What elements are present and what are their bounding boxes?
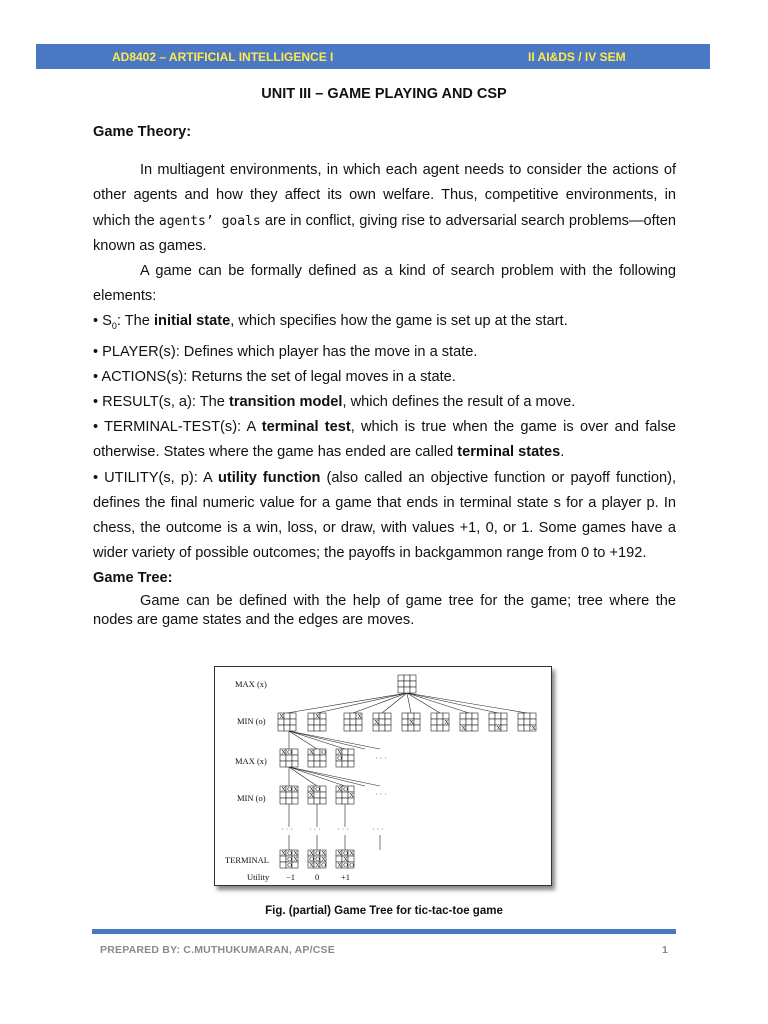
min1-board-mark: X xyxy=(357,713,362,721)
max2-board-cell xyxy=(348,761,354,767)
min1-board-cell xyxy=(284,713,290,719)
max2-board-cell xyxy=(280,761,286,767)
min1-board-cell xyxy=(314,725,320,731)
min2-board-mark: X xyxy=(337,786,342,794)
max2-board-cell xyxy=(292,749,298,755)
svg-text:· · ·: · · · xyxy=(375,790,387,799)
min1-board-cell xyxy=(530,713,536,719)
min1-board-cell xyxy=(518,725,524,731)
unit-title: UNIT III – GAME PLAYING AND CSP xyxy=(261,86,507,102)
min2-board-cell xyxy=(314,798,320,804)
max2-board-cell xyxy=(314,749,320,755)
terminal-board-mark: X xyxy=(337,850,342,858)
min1-board-cell xyxy=(472,713,478,719)
min1-board-cell xyxy=(402,719,408,725)
utility-value-3: +1 xyxy=(341,872,351,882)
min1-board-cell xyxy=(350,725,356,731)
min1-board-cell xyxy=(379,725,385,731)
max2-board-cell xyxy=(320,761,326,767)
min1-board-cell xyxy=(460,719,466,725)
max2-board-mark: O xyxy=(321,749,326,757)
min1-board-cell xyxy=(431,725,437,731)
max2-board-cell xyxy=(348,755,354,761)
min2-board-cell xyxy=(336,798,342,804)
min1-board-cell xyxy=(350,713,356,719)
min1-board-cell xyxy=(385,719,391,725)
max2-board-mark: X xyxy=(309,749,314,757)
min2-board-cell xyxy=(348,786,354,792)
svg-text:· · ·: · · · xyxy=(372,825,384,834)
terminal-board-mark: O xyxy=(343,850,348,858)
min1-board-cell xyxy=(385,713,391,719)
max2-board-cell xyxy=(342,761,348,767)
min1-board-mark: X xyxy=(279,713,284,721)
root-board-cell xyxy=(398,675,404,681)
terminal-board-cell xyxy=(280,862,286,868)
terminal-board-mark: X xyxy=(337,862,342,870)
min2-board-cell xyxy=(292,798,298,804)
max2-board-cell xyxy=(314,761,320,767)
label-max-1: MAX (x) xyxy=(235,679,267,689)
min2-board-cell xyxy=(280,798,286,804)
min2-board-mark: O xyxy=(287,786,292,794)
max2-board-cell xyxy=(348,749,354,755)
terminal-board-mark: X xyxy=(309,850,314,858)
svg-text:· · ·: · · · xyxy=(337,825,349,834)
max2-board-cell xyxy=(286,761,292,767)
min1-board-cell xyxy=(290,713,296,719)
root-board-cell xyxy=(410,687,416,693)
game-tree-diagram xyxy=(215,667,551,885)
terminal-board-mark: X xyxy=(293,856,298,864)
semester-label: II AI&DS / IV SEM xyxy=(528,50,626,64)
game-theory-section xyxy=(93,120,676,630)
min1-board-cell xyxy=(344,725,350,731)
root-board-cell xyxy=(404,687,410,693)
min1-board-cell xyxy=(414,713,420,719)
header-bar xyxy=(36,44,710,69)
min1-board-cell xyxy=(495,713,501,719)
game-theory-paragraph-2: A game can be formally defined as a kind of search problem with the following elements: xyxy=(93,263,676,305)
terminal-board-mark: X xyxy=(349,850,354,858)
svg-text:· · ·: · · · xyxy=(309,825,321,834)
min1-board-cell xyxy=(320,719,326,725)
min1-board-cell xyxy=(431,713,437,719)
terminal-board-mark: X xyxy=(281,850,286,858)
terminal-board-mark: O xyxy=(343,862,348,870)
terminal-board-mark: O xyxy=(287,862,292,870)
terminal-board-mark: X xyxy=(343,856,348,864)
root-board-cell xyxy=(404,681,410,687)
min1-board-cell xyxy=(466,719,472,725)
min2-board-cell xyxy=(320,792,326,798)
course-title: AD8402 – ARTIFICIAL INTELLIGENCE I xyxy=(112,50,334,64)
min1-board-cell xyxy=(290,719,296,725)
min1-board-cell xyxy=(501,725,507,731)
label-utility: Utility xyxy=(247,872,270,882)
min1-board-cell xyxy=(518,719,524,725)
min1-board-cell xyxy=(379,719,385,725)
min1-board-cell xyxy=(402,725,408,731)
min1-board-cell xyxy=(437,725,443,731)
max2-board-cell xyxy=(342,749,348,755)
max2-board-cell xyxy=(314,755,320,761)
min1-board-cell xyxy=(402,713,408,719)
min1-board-cell xyxy=(414,719,420,725)
min1-board-cell xyxy=(495,719,501,725)
min2-board-cell xyxy=(320,786,326,792)
min1-board-cell xyxy=(489,713,495,719)
min1-board-cell xyxy=(356,725,362,731)
label-max-2: MAX (x) xyxy=(235,756,267,766)
min1-board-cell xyxy=(466,713,472,719)
min2-board-cell xyxy=(286,798,292,804)
svg-text:· · ·: · · · xyxy=(375,754,387,763)
bullet-result: • RESULT(s, a): The transition model, which defines the result of a move. xyxy=(93,393,576,410)
min1-board-cell xyxy=(308,725,314,731)
game-theory-paragraph-1: In multiagent environments, in which each agent needs to consider the actions of other agents and how they affect its own welfare. Thus, competitive environments, in which the agents’ goals are in conflict, giving rise to adversarial search problems—often known as games. xyxy=(93,162,676,254)
min1-board-cell xyxy=(466,725,472,731)
game-tree-heading: Game Tree: xyxy=(93,570,173,587)
min1-board-cell xyxy=(472,719,478,725)
terminal-board-mark: O xyxy=(287,850,292,858)
min2-board-mark: X xyxy=(309,792,314,800)
max2-board-cell xyxy=(292,755,298,761)
min1-board-mark: X xyxy=(461,725,466,733)
footer-prepared-by: PREPARED BY: C.MUTHUKUMARAN, AP/CSE xyxy=(100,944,335,956)
min1-board-cell xyxy=(524,713,530,719)
min1-board-cell xyxy=(284,725,290,731)
terminal-board-mark: X xyxy=(315,862,320,870)
terminal-board-mark: X xyxy=(321,856,326,864)
min1-board-cell xyxy=(379,713,385,719)
bullet-actions: • ACTIONS(s): Returns the set of legal moves in a state. xyxy=(93,368,456,385)
terminal-board-mark: O xyxy=(315,850,320,858)
root-board-cell xyxy=(410,681,416,687)
min1-board-cell xyxy=(320,713,326,719)
game-tree-paragraph: Game can be defined with the help of game tree for the game; tree where the nodes are game states and the edges are moves. xyxy=(93,592,676,628)
min1-board-cell xyxy=(344,713,350,719)
min1-board-cell xyxy=(284,719,290,725)
min1-board-cell xyxy=(308,719,314,725)
label-terminal: TERMINAL xyxy=(225,855,269,865)
utility-value-1: −1 xyxy=(286,872,296,882)
min1-board-cell xyxy=(489,719,495,725)
min1-board-mark: X xyxy=(531,725,536,733)
max2-board-mark: X xyxy=(337,749,342,757)
min1-board-cell xyxy=(472,725,478,731)
max2-board-cell xyxy=(342,755,348,761)
min1-board-cell xyxy=(350,719,356,725)
min1-board-cell xyxy=(524,719,530,725)
terminal-board-mark: O xyxy=(349,862,354,870)
bullet-terminal-test: • TERMINAL-TEST(s): A terminal test, which is true when the game is over and false otherwise. States where the game has ended are called terminal states. xyxy=(93,419,677,461)
svg-text:· · ·: · · · xyxy=(281,825,293,834)
utility-value-2: 0 xyxy=(315,872,320,882)
min1-board-cell xyxy=(431,719,437,725)
min1-board-cell xyxy=(518,713,524,719)
min1-board-cell xyxy=(320,725,326,731)
min1-board-mark: X xyxy=(315,713,320,721)
footer-rule xyxy=(92,929,676,934)
min1-board-mark: X xyxy=(409,719,414,727)
min2-board-cell xyxy=(320,798,326,804)
min2-board-mark: X xyxy=(309,786,314,794)
min1-board-cell xyxy=(344,719,350,725)
min1-board-cell xyxy=(460,713,466,719)
max2-board-mark: O xyxy=(337,755,342,763)
min2-board-mark: O xyxy=(315,786,320,794)
min1-board-mark: X xyxy=(374,719,379,727)
min1-board-cell xyxy=(373,713,379,719)
terminal-board-mark: X xyxy=(293,850,298,858)
max2-board-cell xyxy=(292,761,298,767)
min1-board-cell xyxy=(385,725,391,731)
root-board-cell xyxy=(410,675,416,681)
game-tree-figure xyxy=(214,666,552,886)
min1-board-cell xyxy=(443,713,449,719)
terminal-board-mark: O xyxy=(287,856,292,864)
min1-board-mark: X xyxy=(444,719,449,727)
max2-board-mark: X xyxy=(281,749,286,757)
bullet-utility: • UTILITY(s, p): A utility function (also called an objective function or payoff function), defines the final numeric value for a game that ends in terminal state s for a player p. In chess, the outcome is a win, loss, or draw, with values +1, 0, or 1. Some games have a wider variety of possible outcomes; the payoffs in backgammon range from 0 to +192. xyxy=(93,469,676,562)
terminal-board-mark: X xyxy=(321,850,326,858)
figure-caption: Fig. (partial) Game Tree for tic-tac-toe game xyxy=(265,905,503,917)
min1-board-cell xyxy=(437,719,443,725)
bullet-player: • PLAYER(s): Defines which player has the move in a state. xyxy=(93,343,478,360)
terminal-board-mark: X xyxy=(309,862,314,870)
root-board-cell xyxy=(398,681,404,687)
min2-board-mark: X xyxy=(293,786,298,794)
root-board-cell xyxy=(398,687,404,693)
min1-board-cell xyxy=(437,713,443,719)
terminal-board-mark: O xyxy=(315,856,320,864)
min1-board-cell xyxy=(278,725,284,731)
min1-board-cell xyxy=(414,725,420,731)
min2-board-mark: X xyxy=(281,786,286,794)
max2-board-cell xyxy=(308,761,314,767)
min1-board-mark: X xyxy=(496,725,501,733)
min1-board-cell xyxy=(408,713,414,719)
min1-board-cell xyxy=(501,719,507,725)
page-number: 1 xyxy=(662,944,668,956)
bullet-initial-state: • $S_0$: The initial state, which specifies how the game is set up at the start. xyxy=(93,313,568,332)
min1-board-cell xyxy=(501,713,507,719)
game-theory-heading: Game Theory: xyxy=(93,124,192,140)
min1-board-cell xyxy=(308,713,314,719)
min2-board-mark: X xyxy=(349,792,354,800)
min2-board-cell xyxy=(342,798,348,804)
label-min-2: MIN (o) xyxy=(237,793,266,803)
terminal-board-mark: O xyxy=(309,856,314,864)
min2-board-mark: O xyxy=(343,786,348,794)
min1-board-cell xyxy=(530,719,536,725)
terminal-board-mark: O xyxy=(321,862,326,870)
label-min-1: MIN (o) xyxy=(237,716,266,726)
root-board-cell xyxy=(404,675,410,681)
max2-board-mark: O xyxy=(287,749,292,757)
min1-board-cell xyxy=(290,725,296,731)
min1-board-cell xyxy=(524,725,530,731)
min1-board-cell xyxy=(489,725,495,731)
